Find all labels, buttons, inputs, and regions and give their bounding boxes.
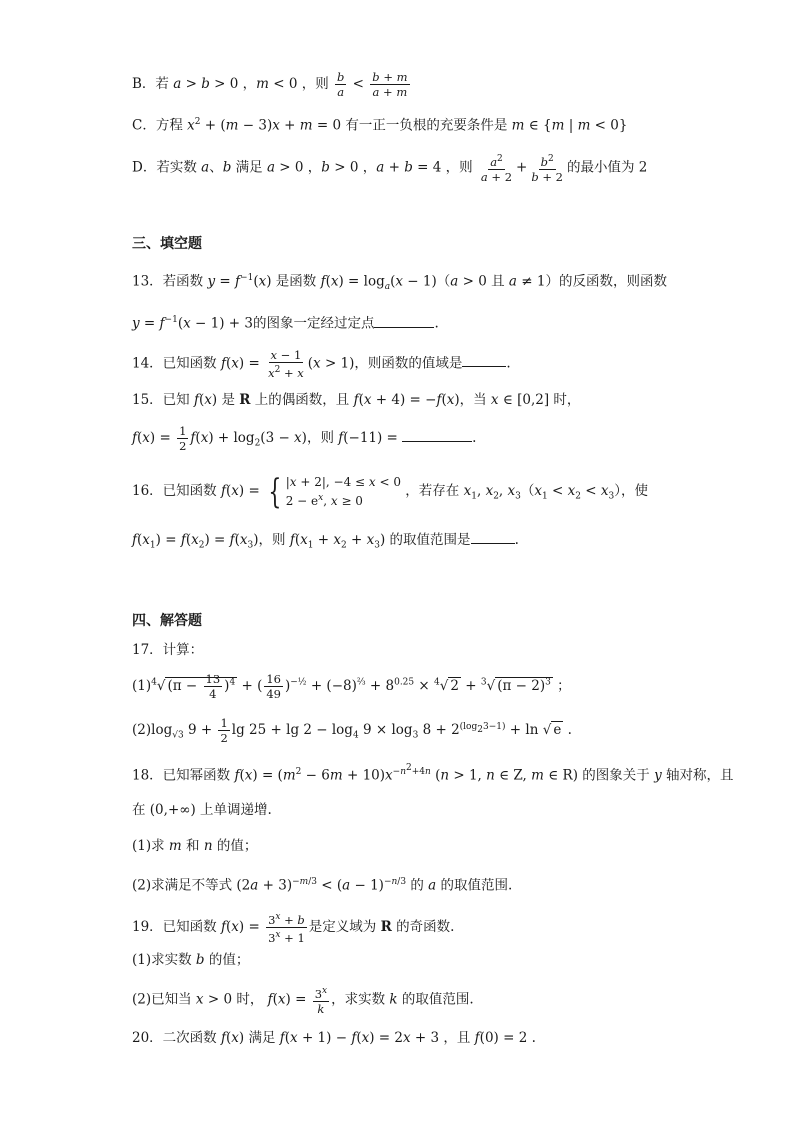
q19-part2: (2)已知当 x > 0 时， f(x) = $\frac{3^x}{k}$ ，求实数 k 的取值范围. (132, 986, 474, 1016)
q18-part1: (1)求 m 和 n 的值； (132, 838, 258, 854)
q17-part2: $(2)\log_{√3}$ 9 + $\frac{1}{2}$ $\lg 25 + \lg 2 - \log_4 9 \times \log_3 8 + 2^{(log_23-1)} + \ln$ √ e . (132, 716, 572, 745)
q18-line1: 18．已知幂函数 $f(x) = (m^2 - 6m + 10)x^{-n^2+4n}$ (n > 1, n ∈ Z, m ∈ R) 的图象关于 y 轴对称，且 (132, 763, 734, 784)
q17-part1: $(1)^4√$ (π − $\frac{13}{4}$ )$^4$ + ( $\frac{16}{49}$ )$^{-\frac{1}{2}} + (-8)^{\frac{2}{3}} + 8^{0.25} \times ^4√$ 2 + $^3$√ $(\pi - 2)^3$ ； (132, 672, 571, 701)
q18-part2: (2)求满足不等式 $(2a + 3)^{-m/3} < (a - 1)^{-n/3}$ 的 a 的取值范围. (132, 877, 513, 894)
q16-line2: $f(x_1) = f(x_2) = f(x_3)$，则 $f(x_1 + x_2 + x_3)$ 的取值范围是 . (132, 532, 519, 551)
option-d: D．若实数 a、b 满足 a > 0 ，b > 0 ，a + b = 4 ，则 $\frac{a^2}{a + 2}$ + $\frac{b^2}{b + 2}$ 的最小值为 2 (132, 154, 648, 184)
option-c: C．方程 $x^2 + (m - 3)x + m = 0$ 有一正一负根的充要条件是 m ∈ {m | m < 0} (132, 117, 628, 134)
q20-line1: 20．二次函数 f(x) 满足 f(x + 1) − f(x) = 2x + 3 ，且 f(0) = 2 . (132, 1030, 536, 1046)
q17-intro: 17．计算： (132, 642, 204, 658)
q13-line2: $y = f^{-1}(x - 1) + 3$的图象一定经过定点 . (132, 315, 439, 332)
q16-line1: 16．已知函数 f(x) = { |x + 2|, −4 ≤ x < 0 $2 - e^x$, x ≥ 0 ，若存在 $x_1$, $x_2$, $x_3(x_1 < x_2 < x_3)$，使 (132, 471, 649, 512)
q19-part1: (1)求实数 b 的值； (132, 952, 250, 968)
q18-line2: 在 (0,+∞) 上单调递增. (132, 802, 272, 818)
q15-line1: 15．已知 f(x) 是 R 上的偶函数，且 f(x + 4) = −f(x)，当 x ∈ [0,2] 时， (132, 392, 581, 408)
q14: 14．已知函数 f(x) = $\frac{x - 1}{x^2 + x}$ (x > 1)，则函数的值域是 . (132, 348, 511, 380)
q15-line2: f(x) = $\frac{1}{2}$ $f(x) + \log_2(3 - x)$，则 f(−11) = . (132, 424, 477, 453)
q13-line1: 13．若函数 $y = f^{-1}(x)$ 是函数 $f(x) = \log_a(x - 1)(a > 0$ 且 a ≠ 1）的反函数，则函数 (132, 273, 667, 293)
option-b: B．若 a > b > 0 ，m < 0 ，则 $\frac{b}{a}$ < $\frac{b + m}{a + m}$ (132, 70, 408, 99)
section-3-title: 三、填空题 (132, 236, 202, 252)
q19-line1: 19．已知函数 f(x) = $\frac{3^x + b}{3^x + 1}$ 是定义域为 R 的奇函数. (132, 912, 455, 945)
section-4-title: 四、解答题 (132, 613, 202, 629)
